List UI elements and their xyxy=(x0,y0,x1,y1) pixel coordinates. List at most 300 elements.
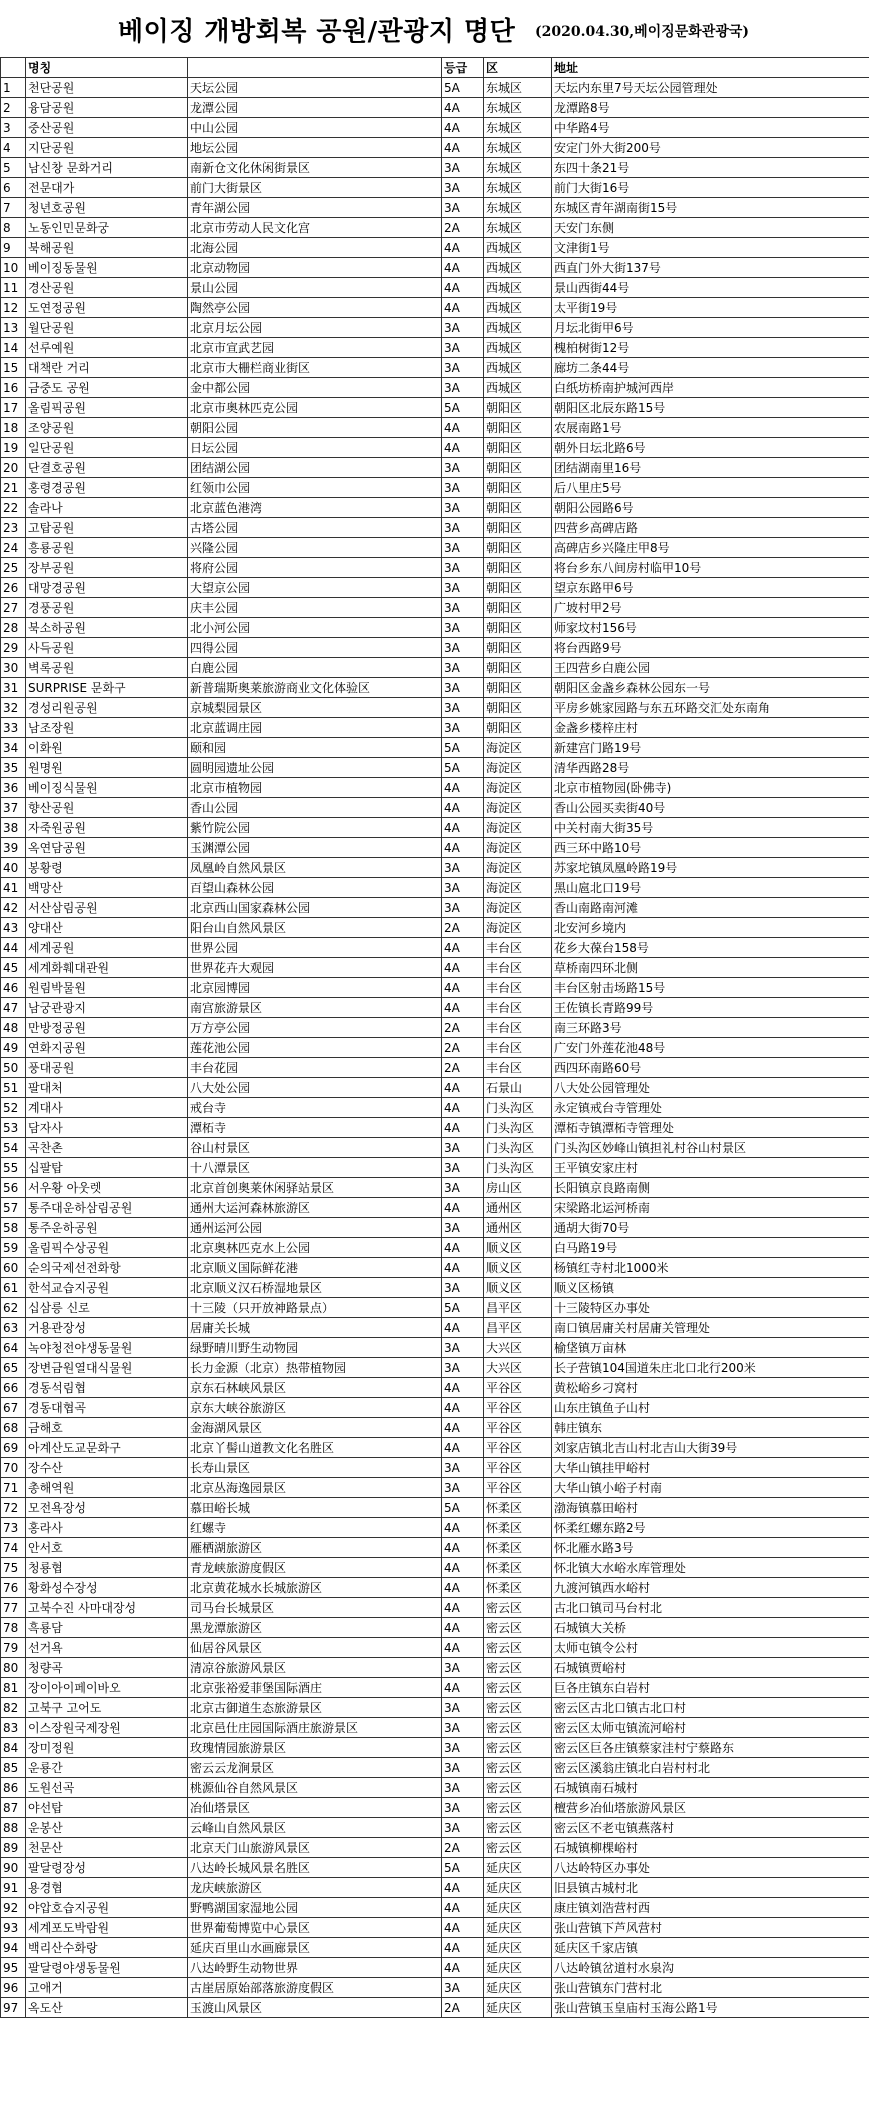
address: 廊坊二条44号 xyxy=(552,358,869,378)
korean-name: 흥룡공원 xyxy=(26,538,188,558)
chinese-name: 戒台寺 xyxy=(188,1098,442,1118)
district: 通州区 xyxy=(484,1218,552,1238)
district: 东城区 xyxy=(484,158,552,178)
address: 密云区巨各庄镇蔡家洼村宁蔡路东 xyxy=(552,1738,869,1758)
district: 怀柔区 xyxy=(484,1518,552,1538)
korean-name: 올림픽수상공원 xyxy=(26,1238,188,1258)
table-row xyxy=(1,1478,869,1498)
address: 平房乡姚家园路与东五环路交汇处东南角 xyxy=(552,698,869,718)
chinese-name: 日坛公园 xyxy=(188,438,442,458)
level: 4A xyxy=(442,138,484,158)
district: 昌平区 xyxy=(484,1298,552,1318)
level: 3A xyxy=(442,1978,484,1998)
district: 延庆区 xyxy=(484,1938,552,1958)
district: 海淀区 xyxy=(484,918,552,938)
chinese-name: 北京动物园 xyxy=(188,258,442,278)
korean-name: 경풍공원 xyxy=(26,598,188,618)
chinese-name: 冶仙塔景区 xyxy=(188,1798,442,1818)
row-number: 79 xyxy=(1,1638,26,1658)
district: 朝阳区 xyxy=(484,638,552,658)
row-number: 67 xyxy=(1,1398,26,1418)
table-row xyxy=(1,898,869,918)
row-number: 38 xyxy=(1,818,26,838)
address: 草桥南四环北侧 xyxy=(552,958,869,978)
chinese-name: 清凉谷旅游风景区 xyxy=(188,1658,442,1678)
district: 顺义区 xyxy=(484,1238,552,1258)
address: 八大处公园管理处 xyxy=(552,1078,869,1098)
level: 5A xyxy=(442,1498,484,1518)
table-row xyxy=(1,1698,869,1718)
level: 3A xyxy=(442,1338,484,1358)
row-number: 25 xyxy=(1,558,26,578)
chinese-name: 将府公园 xyxy=(188,558,442,578)
level: 3A xyxy=(442,1478,484,1498)
address: 王四营乡白鹿公园 xyxy=(552,658,869,678)
district: 西城区 xyxy=(484,278,552,298)
korean-name: 야압호습지공원 xyxy=(26,1898,188,1918)
chinese-name: 八大处公园 xyxy=(188,1078,442,1098)
level: 3A xyxy=(442,358,484,378)
chinese-name: 朝阳公园 xyxy=(188,418,442,438)
chinese-name: 八达岭野生动物世界 xyxy=(188,1958,442,1978)
address: 新建宫门路19号 xyxy=(552,738,869,758)
row-number: 60 xyxy=(1,1258,26,1278)
level: 4A xyxy=(442,998,484,1018)
korean-name: 향산공원 xyxy=(26,798,188,818)
row-number: 83 xyxy=(1,1718,26,1738)
level: 4A xyxy=(442,838,484,858)
chinese-name: 长力金源（北京）热带植物园 xyxy=(188,1358,442,1378)
table-row xyxy=(1,918,869,938)
address: 黄松峪乡刁窝村 xyxy=(552,1378,869,1398)
chinese-name: 大望京公园 xyxy=(188,578,442,598)
district: 密云区 xyxy=(484,1618,552,1638)
district: 朝阳区 xyxy=(484,478,552,498)
row-number: 52 xyxy=(1,1098,26,1118)
table-row xyxy=(1,118,869,138)
district: 怀柔区 xyxy=(484,1498,552,1518)
district: 丰台区 xyxy=(484,1018,552,1038)
district: 朝阳区 xyxy=(484,438,552,458)
korean-name: 모전욕장성 xyxy=(26,1498,188,1518)
table-row xyxy=(1,578,869,598)
district: 东城区 xyxy=(484,218,552,238)
table-row xyxy=(1,1998,869,2018)
korean-name: 운봉산 xyxy=(26,1818,188,1838)
chinese-name: 白鹿公园 xyxy=(188,658,442,678)
level: 3A xyxy=(442,558,484,578)
chinese-name: 世界花卉大观园 xyxy=(188,958,442,978)
district: 丰台区 xyxy=(484,978,552,998)
address: 张山营镇玉皇庙村玉海公路1号 xyxy=(552,1998,869,2018)
chinese-name: 司马台长城景区 xyxy=(188,1598,442,1618)
header-num xyxy=(1,58,26,78)
district: 朝阳区 xyxy=(484,618,552,638)
chinese-name: 莲花池公园 xyxy=(188,1038,442,1058)
row-number: 3 xyxy=(1,118,26,138)
address: 槐柏树街12号 xyxy=(552,338,869,358)
korean-name: 만방정공원 xyxy=(26,1018,188,1038)
row-number: 59 xyxy=(1,1238,26,1258)
table-row xyxy=(1,1878,869,1898)
table-row xyxy=(1,438,869,458)
row-number: 88 xyxy=(1,1818,26,1838)
chinese-name: 北京黄花城水长城旅游区 xyxy=(188,1578,442,1598)
district: 延庆区 xyxy=(484,1958,552,1978)
level: 4A xyxy=(442,1198,484,1218)
level: 4A xyxy=(442,1578,484,1598)
table-row xyxy=(1,1838,869,1858)
table-row xyxy=(1,1158,869,1178)
chinese-name: 北京丛海逸园景区 xyxy=(188,1478,442,1498)
chinese-name: 百望山森林公园 xyxy=(188,878,442,898)
row-number: 8 xyxy=(1,218,26,238)
korean-name: 중산공원 xyxy=(26,118,188,138)
korean-name: 세계공원 xyxy=(26,938,188,958)
korean-name: 옥도산 xyxy=(26,1998,188,2018)
district: 顺义区 xyxy=(484,1278,552,1298)
korean-name: 장미정원 xyxy=(26,1738,188,1758)
level: 3A xyxy=(442,1458,484,1478)
address: 山东庄镇鱼子山村 xyxy=(552,1398,869,1418)
korean-name: 장수산 xyxy=(26,1458,188,1478)
table-row xyxy=(1,1538,869,1558)
district: 平谷区 xyxy=(484,1438,552,1458)
address: 南口镇居庸关村居庸关管理处 xyxy=(552,1318,869,1338)
row-number: 2 xyxy=(1,98,26,118)
level: 4A xyxy=(442,1098,484,1118)
korean-name: 선루예원 xyxy=(26,338,188,358)
level: 3A xyxy=(442,878,484,898)
level: 3A xyxy=(442,678,484,698)
level: 4A xyxy=(442,1638,484,1658)
level: 3A xyxy=(442,478,484,498)
district: 西城区 xyxy=(484,318,552,338)
district: 大兴区 xyxy=(484,1358,552,1378)
district: 通州区 xyxy=(484,1198,552,1218)
level: 4A xyxy=(442,1878,484,1898)
chinese-name: 圆明园遗址公园 xyxy=(188,758,442,778)
district: 房山区 xyxy=(484,1178,552,1198)
chinese-name: 延庆百里山水画廊景区 xyxy=(188,1938,442,1958)
chinese-name: 凤凰岭自然风景区 xyxy=(188,858,442,878)
district: 西城区 xyxy=(484,258,552,278)
korean-name: 청량곡 xyxy=(26,1658,188,1678)
row-number: 82 xyxy=(1,1698,26,1718)
level: 3A xyxy=(442,718,484,738)
table-row xyxy=(1,1798,869,1818)
chinese-name: 北京丫髻山道教文化名胜区 xyxy=(188,1438,442,1458)
row-number: 75 xyxy=(1,1558,26,1578)
level: 4A xyxy=(442,1438,484,1458)
level: 4A xyxy=(442,938,484,958)
row-number: 16 xyxy=(1,378,26,398)
table-row xyxy=(1,558,869,578)
chinese-name: 雁栖湖旅游区 xyxy=(188,1538,442,1558)
korean-name: 통주운하공원 xyxy=(26,1218,188,1238)
korean-name: 이스장원국제장원 xyxy=(26,1718,188,1738)
district: 西城区 xyxy=(484,378,552,398)
header-level: 등급 xyxy=(442,58,484,78)
table-row xyxy=(1,238,869,258)
address: 广坡村甲2号 xyxy=(552,598,869,618)
table-row xyxy=(1,798,869,818)
district: 平谷区 xyxy=(484,1378,552,1398)
district: 东城区 xyxy=(484,138,552,158)
row-number: 72 xyxy=(1,1498,26,1518)
address: 苏家坨镇凤凰岭路19号 xyxy=(552,858,869,878)
row-number: 92 xyxy=(1,1898,26,1918)
korean-name: 자죽원공원 xyxy=(26,818,188,838)
level: 2A xyxy=(442,218,484,238)
table-row xyxy=(1,1458,869,1478)
table-row xyxy=(1,138,869,158)
chinese-name: 紫竹院公园 xyxy=(188,818,442,838)
korean-name: 녹야청전야생동물원 xyxy=(26,1338,188,1358)
level: 3A xyxy=(442,1178,484,1198)
district: 延庆区 xyxy=(484,1858,552,1878)
district: 朝阳区 xyxy=(484,498,552,518)
chinese-name: 北京张裕爱菲堡国际酒庄 xyxy=(188,1678,442,1698)
table-row xyxy=(1,1058,869,1078)
row-number: 26 xyxy=(1,578,26,598)
chinese-name: 十三陵（只开放神路景点） xyxy=(188,1298,442,1318)
korean-name: 순의국제선전화항 xyxy=(26,1258,188,1278)
district: 石景山 xyxy=(484,1078,552,1098)
korean-name: 청룡협 xyxy=(26,1558,188,1578)
table-row xyxy=(1,858,869,878)
row-number: 73 xyxy=(1,1518,26,1538)
district: 延庆区 xyxy=(484,1978,552,1998)
address: 怀柔红螺东路2号 xyxy=(552,1518,869,1538)
district: 海淀区 xyxy=(484,738,552,758)
address: 顺义区杨镇 xyxy=(552,1278,869,1298)
address: 密云区太师屯镇流河峪村 xyxy=(552,1718,869,1738)
table-row xyxy=(1,478,869,498)
chinese-name: 北京顺义汉石桥湿地景区 xyxy=(188,1278,442,1298)
table-row xyxy=(1,318,869,338)
level: 3A xyxy=(442,318,484,338)
table-row xyxy=(1,218,869,238)
row-number: 54 xyxy=(1,1138,26,1158)
table-row xyxy=(1,178,869,198)
district: 西城区 xyxy=(484,298,552,318)
chinese-name: 北京天门山旅游风景区 xyxy=(188,1838,442,1858)
level: 4A xyxy=(442,298,484,318)
level: 3A xyxy=(442,538,484,558)
district: 怀柔区 xyxy=(484,1578,552,1598)
row-number: 5 xyxy=(1,158,26,178)
address: 天安门东侧 xyxy=(552,218,869,238)
row-number: 61 xyxy=(1,1278,26,1298)
district: 海淀区 xyxy=(484,838,552,858)
table-row xyxy=(1,1118,869,1138)
chinese-name: 南宫旅游景区 xyxy=(188,998,442,1018)
header-district: 区 xyxy=(484,58,552,78)
table-row xyxy=(1,338,869,358)
level: 3A xyxy=(442,1698,484,1718)
table-row xyxy=(1,1358,869,1378)
address: 韩庄镇东 xyxy=(552,1418,869,1438)
chinese-name: 阳台山自然风景区 xyxy=(188,918,442,938)
level: 4A xyxy=(442,1318,484,1338)
chinese-name: 古塔公园 xyxy=(188,518,442,538)
level: 4A xyxy=(442,1078,484,1098)
row-number: 17 xyxy=(1,398,26,418)
page-header xyxy=(0,0,869,57)
table-row xyxy=(1,1278,869,1298)
table-row xyxy=(1,418,869,438)
address: 朝阳区金盏乡森林公园东一号 xyxy=(552,678,869,698)
address: 太师屯镇令公村 xyxy=(552,1638,869,1658)
district: 东城区 xyxy=(484,198,552,218)
table-row xyxy=(1,698,869,718)
district: 密云区 xyxy=(484,1818,552,1838)
level: 3A xyxy=(442,598,484,618)
page-title: 베이징 개방회복 공원/관광지 명단 xyxy=(118,17,516,47)
korean-name: 경동대협곡 xyxy=(26,1398,188,1418)
korean-name: 야선탑 xyxy=(26,1798,188,1818)
table-row xyxy=(1,778,869,798)
row-number: 7 xyxy=(1,198,26,218)
address: 安定门外大街200号 xyxy=(552,138,869,158)
row-number: 6 xyxy=(1,178,26,198)
address: 密云区古北口镇古北口村 xyxy=(552,1698,869,1718)
district: 门头沟区 xyxy=(484,1118,552,1138)
row-number: 90 xyxy=(1,1858,26,1878)
table-row xyxy=(1,1938,869,1958)
level: 5A xyxy=(442,1298,484,1318)
row-number: 80 xyxy=(1,1658,26,1678)
chinese-name: 云峰山自然风景区 xyxy=(188,1818,442,1838)
table-row xyxy=(1,998,869,1018)
district: 密云区 xyxy=(484,1638,552,1658)
row-number: 65 xyxy=(1,1358,26,1378)
level: 3A xyxy=(442,1718,484,1738)
korean-name: 남궁관광지 xyxy=(26,998,188,1018)
district: 海淀区 xyxy=(484,818,552,838)
table-row xyxy=(1,1038,869,1058)
chinese-name: 北京首创奥莱休闲驿站景区 xyxy=(188,1178,442,1198)
chinese-name: 陶然亭公园 xyxy=(188,298,442,318)
chinese-name: 庆丰公园 xyxy=(188,598,442,618)
row-number: 57 xyxy=(1,1198,26,1218)
district: 海淀区 xyxy=(484,758,552,778)
address: 宋梁路北运河桥南 xyxy=(552,1198,869,1218)
row-number: 20 xyxy=(1,458,26,478)
chinese-name: 世界公园 xyxy=(188,938,442,958)
table-row xyxy=(1,1558,869,1578)
korean-name: 팔대처 xyxy=(26,1078,188,1098)
address: 大华山镇挂甲峪村 xyxy=(552,1458,869,1478)
address: 王平镇安家庄村 xyxy=(552,1158,869,1178)
district: 延庆区 xyxy=(484,1878,552,1898)
row-number: 62 xyxy=(1,1298,26,1318)
level: 4A xyxy=(442,1558,484,1578)
address: 北安河乡境内 xyxy=(552,918,869,938)
chinese-name: 世界葡萄博览中心景区 xyxy=(188,1918,442,1938)
row-number: 14 xyxy=(1,338,26,358)
level: 4A xyxy=(442,1538,484,1558)
row-number: 56 xyxy=(1,1178,26,1198)
row-number: 42 xyxy=(1,898,26,918)
korean-name: SURPRISE 문화구 xyxy=(26,678,188,698)
korean-name: 장이아이페이바오 xyxy=(26,1678,188,1698)
table-header-row xyxy=(1,58,869,78)
row-number: 64 xyxy=(1,1338,26,1358)
table-row xyxy=(1,1178,869,1198)
table-row xyxy=(1,1138,869,1158)
table-row xyxy=(1,78,869,98)
korean-name: 천단공원 xyxy=(26,78,188,98)
row-number: 68 xyxy=(1,1418,26,1438)
district: 丰台区 xyxy=(484,998,552,1018)
korean-name: 십삼릉 신로 xyxy=(26,1298,188,1318)
chinese-name: 十八潭景区 xyxy=(188,1158,442,1178)
row-number: 95 xyxy=(1,1958,26,1978)
korean-name: 거용관장성 xyxy=(26,1318,188,1338)
row-number: 85 xyxy=(1,1758,26,1778)
level: 3A xyxy=(442,338,484,358)
korean-name: 천문산 xyxy=(26,1838,188,1858)
row-number: 10 xyxy=(1,258,26,278)
district: 海淀区 xyxy=(484,798,552,818)
address: 将台乡东八间房村临甲10号 xyxy=(552,558,869,578)
level: 3A xyxy=(442,658,484,678)
address: 古北口镇司马台村北 xyxy=(552,1598,869,1618)
row-number: 29 xyxy=(1,638,26,658)
district: 朝阳区 xyxy=(484,658,552,678)
row-number: 48 xyxy=(1,1018,26,1038)
korean-name: 십팔탑 xyxy=(26,1158,188,1178)
table-row xyxy=(1,398,869,418)
address: 十三陵特区办事处 xyxy=(552,1298,869,1318)
district: 西城区 xyxy=(484,238,552,258)
address: 广安门外莲花池48号 xyxy=(552,1038,869,1058)
district: 朝阳区 xyxy=(484,518,552,538)
district: 朝阳区 xyxy=(484,718,552,738)
address: 中华路4号 xyxy=(552,118,869,138)
chinese-name: 地坛公园 xyxy=(188,138,442,158)
level: 4A xyxy=(442,1598,484,1618)
chinese-name: 万方亭公园 xyxy=(188,1018,442,1038)
row-number: 24 xyxy=(1,538,26,558)
address: 渤海镇慕田峪村 xyxy=(552,1498,869,1518)
row-number: 34 xyxy=(1,738,26,758)
level: 3A xyxy=(442,1758,484,1778)
address: 西直门外大街137号 xyxy=(552,258,869,278)
table-row xyxy=(1,1638,869,1658)
chinese-name: 龙潭公园 xyxy=(188,98,442,118)
header-cn xyxy=(188,58,442,78)
row-number: 69 xyxy=(1,1438,26,1458)
address: 九渡河镇西水峪村 xyxy=(552,1578,869,1598)
header-name: 명칭 xyxy=(26,58,188,78)
level: 3A xyxy=(442,858,484,878)
korean-name: 벽록공원 xyxy=(26,658,188,678)
table-row xyxy=(1,958,869,978)
table-row xyxy=(1,358,869,378)
district: 密云区 xyxy=(484,1598,552,1618)
korean-name: 경산공원 xyxy=(26,278,188,298)
chinese-name: 北京月坛公园 xyxy=(188,318,442,338)
level: 3A xyxy=(442,1158,484,1178)
korean-name: 청년호공원 xyxy=(26,198,188,218)
chinese-name: 京东大峡谷旅游区 xyxy=(188,1398,442,1418)
table-row xyxy=(1,1198,869,1218)
table-row xyxy=(1,1378,869,1398)
korean-name: 백리산수화랑 xyxy=(26,1938,188,1958)
